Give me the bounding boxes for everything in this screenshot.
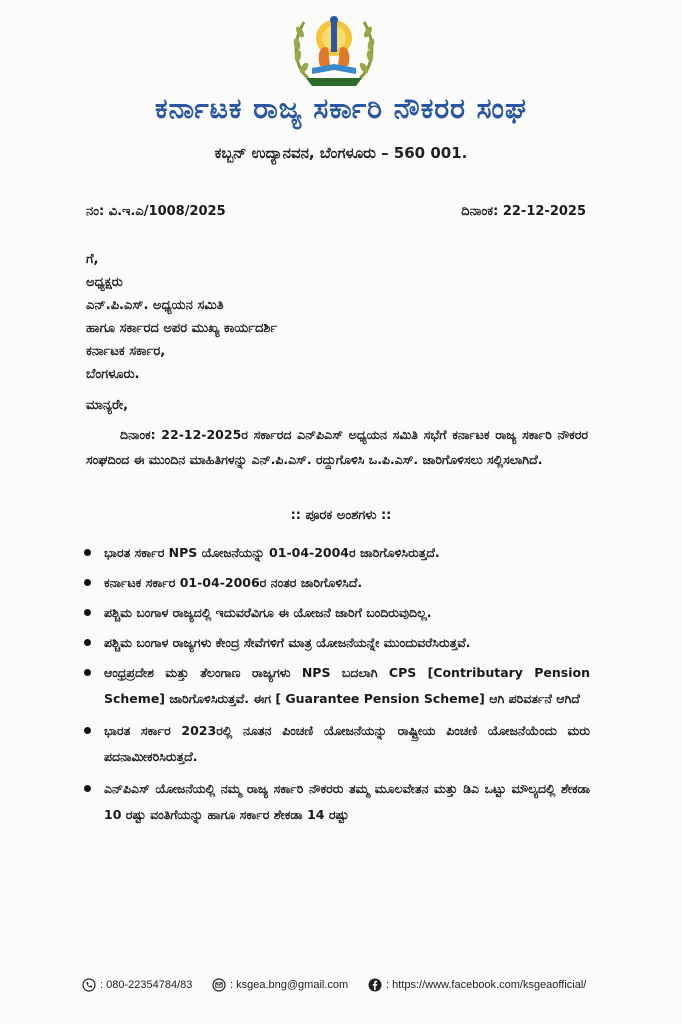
point-text: ಕರ್ನಾಟಕ ಸರ್ಕಾರ 01-04-2006ರ ನಂತರ ಜಾರಿಗೊಳಿಸಿದೆ. (104, 575, 363, 590)
facebook-icon (368, 978, 382, 992)
addressee-to: ಗೆ, (86, 252, 99, 267)
point-text: ಭಾರತ ಸರ್ಕಾರ 2023ರಲ್ಲಿ ನೂತನ ಪಿಂಚಣಿ ಯೋಜನೆಯನ್ನು ರಾಷ್ಟ್ರೀಯ ಪಿಂಚಣಿ ಯೋಜನೆಯೆಂದು ಮರು ಪದನಾಮೀಕರಿಸಿರುತ್ತದೆ. (104, 723, 590, 764)
bullet-icon (84, 727, 91, 734)
point-text: ಆಂಧ್ರಪ್ರದೇಶ ಮತ್ತು ತೆಲಂಗಾಣ ರಾಜ್ಯಗಳು NPS ಬದಲಾಗಿ CPS [Contributary Pension Scheme] ಜಾರಿಗೊಳಿಸಿರುತ್ತವೆ. ಈಗ [ Guarantee Pension Scheme] ಆಗಿ ಪರಿವರ್ತನೆ ಆಗಿದೆ (104, 665, 590, 706)
addressee-line: ಅಧ್ಯಕ್ಷರು (86, 275, 123, 290)
phone-number: : 080-22354784/83 (100, 979, 193, 991)
list-item (82, 540, 590, 566)
points-list (82, 540, 590, 828)
email-address[interactable]: : ksgea.bng@gmail.com (230, 979, 349, 991)
addressee-line: ಕರ್ನಾಟಕ ಸರ್ಕಾರ, (86, 344, 166, 359)
list-item (82, 600, 590, 626)
intro-paragraph: ದಿನಾಂಕ: 22-12-2025ರ ಸರ್ಕಾರದ ಎನ್‌ಪಿಎಸ್ ಅಧ್ಯಯನ ಸಮಿತಿ ಸಭೆಗೆ ಕರ್ನಾಟಕ ರಾಜ್ಯ ಸರ್ಕಾರಿ ನೌಕರರ ಸಂಘದಿಂದ ಈ ಮುಂದಿನ ಮಾಹಿತಿಗಳನ್ನು ಎನ್.ಪಿ.ಎಸ್. ರದ್ದುಗೊಳಿಸಿ ಒ.ಪಿ.ಎಸ್. ಜಾರಿಗೊಳಿಸಲು ಸಲ್ಲಿಸಲಾಗಿದೆ. (86, 427, 588, 467)
list-item (82, 718, 590, 770)
bullet-icon (84, 579, 91, 586)
footer-phone (82, 978, 192, 992)
point-text: ಭಾರತ ಸರ್ಕಾರ NPS ಯೋಜನೆಯನ್ನು 01-04-2004ರ ಜಾರಿಗೊಳಿಸಿರುತ್ತದೆ. (104, 545, 440, 560)
footer-facebook[interactable] (368, 978, 586, 992)
addressee-line: ಹಾಗೂ ಸರ್ಕಾರದ ಅಪರ ಮುಖ್ಯ ಕಾರ್ಯದರ್ಶಿ (86, 321, 278, 336)
footer-email[interactable] (212, 978, 348, 992)
letter-date: ದಿನಾಂಕ: 22-12-2025 (461, 204, 586, 219)
section-title: :: ಪೂರಕ ಅಂಶಗಳು :: (290, 508, 392, 523)
bullet-icon (84, 639, 91, 646)
addressee-block (86, 248, 277, 386)
association-emblem-icon (286, 8, 382, 90)
reference-number: ನಂ: ವಿ.ಇ.ಎ/1008/2025 (86, 204, 226, 219)
bullet-icon (84, 609, 91, 616)
bullet-icon (84, 785, 91, 792)
bullet-icon (84, 669, 91, 676)
footer-contact (82, 975, 602, 997)
salutation: ಮಾನ್ಯರೇ, (86, 398, 129, 413)
bullet-icon (84, 549, 91, 556)
phone-icon (82, 978, 96, 992)
point-text: ಎನ್‌ಪಿಎಸ್ ಯೋಜನೆಯಲ್ಲಿ ನಮ್ಮ ರಾಜ್ಯ ಸರ್ಕಾರಿ ನೌಕರರು ತಮ್ಮ ಮೂಲವೇತನ ಮತ್ತು ಡಿಎ ಒಟ್ಟು ಮೌಲ್ಯದಲ್ಲಿ ಶೇಕಡಾ 10 ರಷ್ಟು ವಂತಿಗೆಯನ್ನು ಹಾಗೂ ಸರ್ಕಾರ ಶೇಕಡಾ 14 ರಷ್ಟು (104, 781, 590, 822)
email-icon (212, 978, 226, 992)
facebook-link[interactable]: : https://www.facebook.com/ksgeaofficial/ (386, 979, 587, 991)
addressee-line: ಬೆಂಗಳೂರು. (86, 367, 140, 382)
list-item (82, 660, 590, 712)
organization-address: ಕಬ್ಬನ್ ಉದ್ಯಾನವನ, ಬೆಂಗಳೂರು – 560 001. (214, 144, 468, 162)
organization-name: ಕರ್ನಾಟಕ ರಾಜ್ಯ ಸರ್ಕಾರಿ ನೌಕರರ ಸಂಘ (155, 92, 527, 125)
point-text: ಪಶ್ಚಿಮ ಬಂಗಾಳ ರಾಜ್ಯಗಳು ಕೇಂದ್ರ ಸೇವೆಗಳಿಗೆ ಮಾತ್ರ ಯೋಜನೆಯನ್ನೇ ಮುಂದುವರೆಸಿರುತ್ತವೆ. (104, 635, 471, 650)
list-item (82, 776, 590, 828)
point-text: ಪಶ್ಚಿಮ ಬಂಗಾಳ ರಾಜ್ಯದಲ್ಲಿ ಇದುವರೆವಿಗೂ ಈ ಯೋಜನೆ ಜಾರಿಗೆ ಬಂದಿರುವುದಿಲ್ಲ. (104, 605, 432, 620)
list-item (82, 630, 590, 656)
list-item (82, 570, 590, 596)
addressee-line: ಎನ್.ಪಿ.ಎಸ್. ಅಧ್ಯಯನ ಸಮಿತಿ (86, 298, 224, 313)
